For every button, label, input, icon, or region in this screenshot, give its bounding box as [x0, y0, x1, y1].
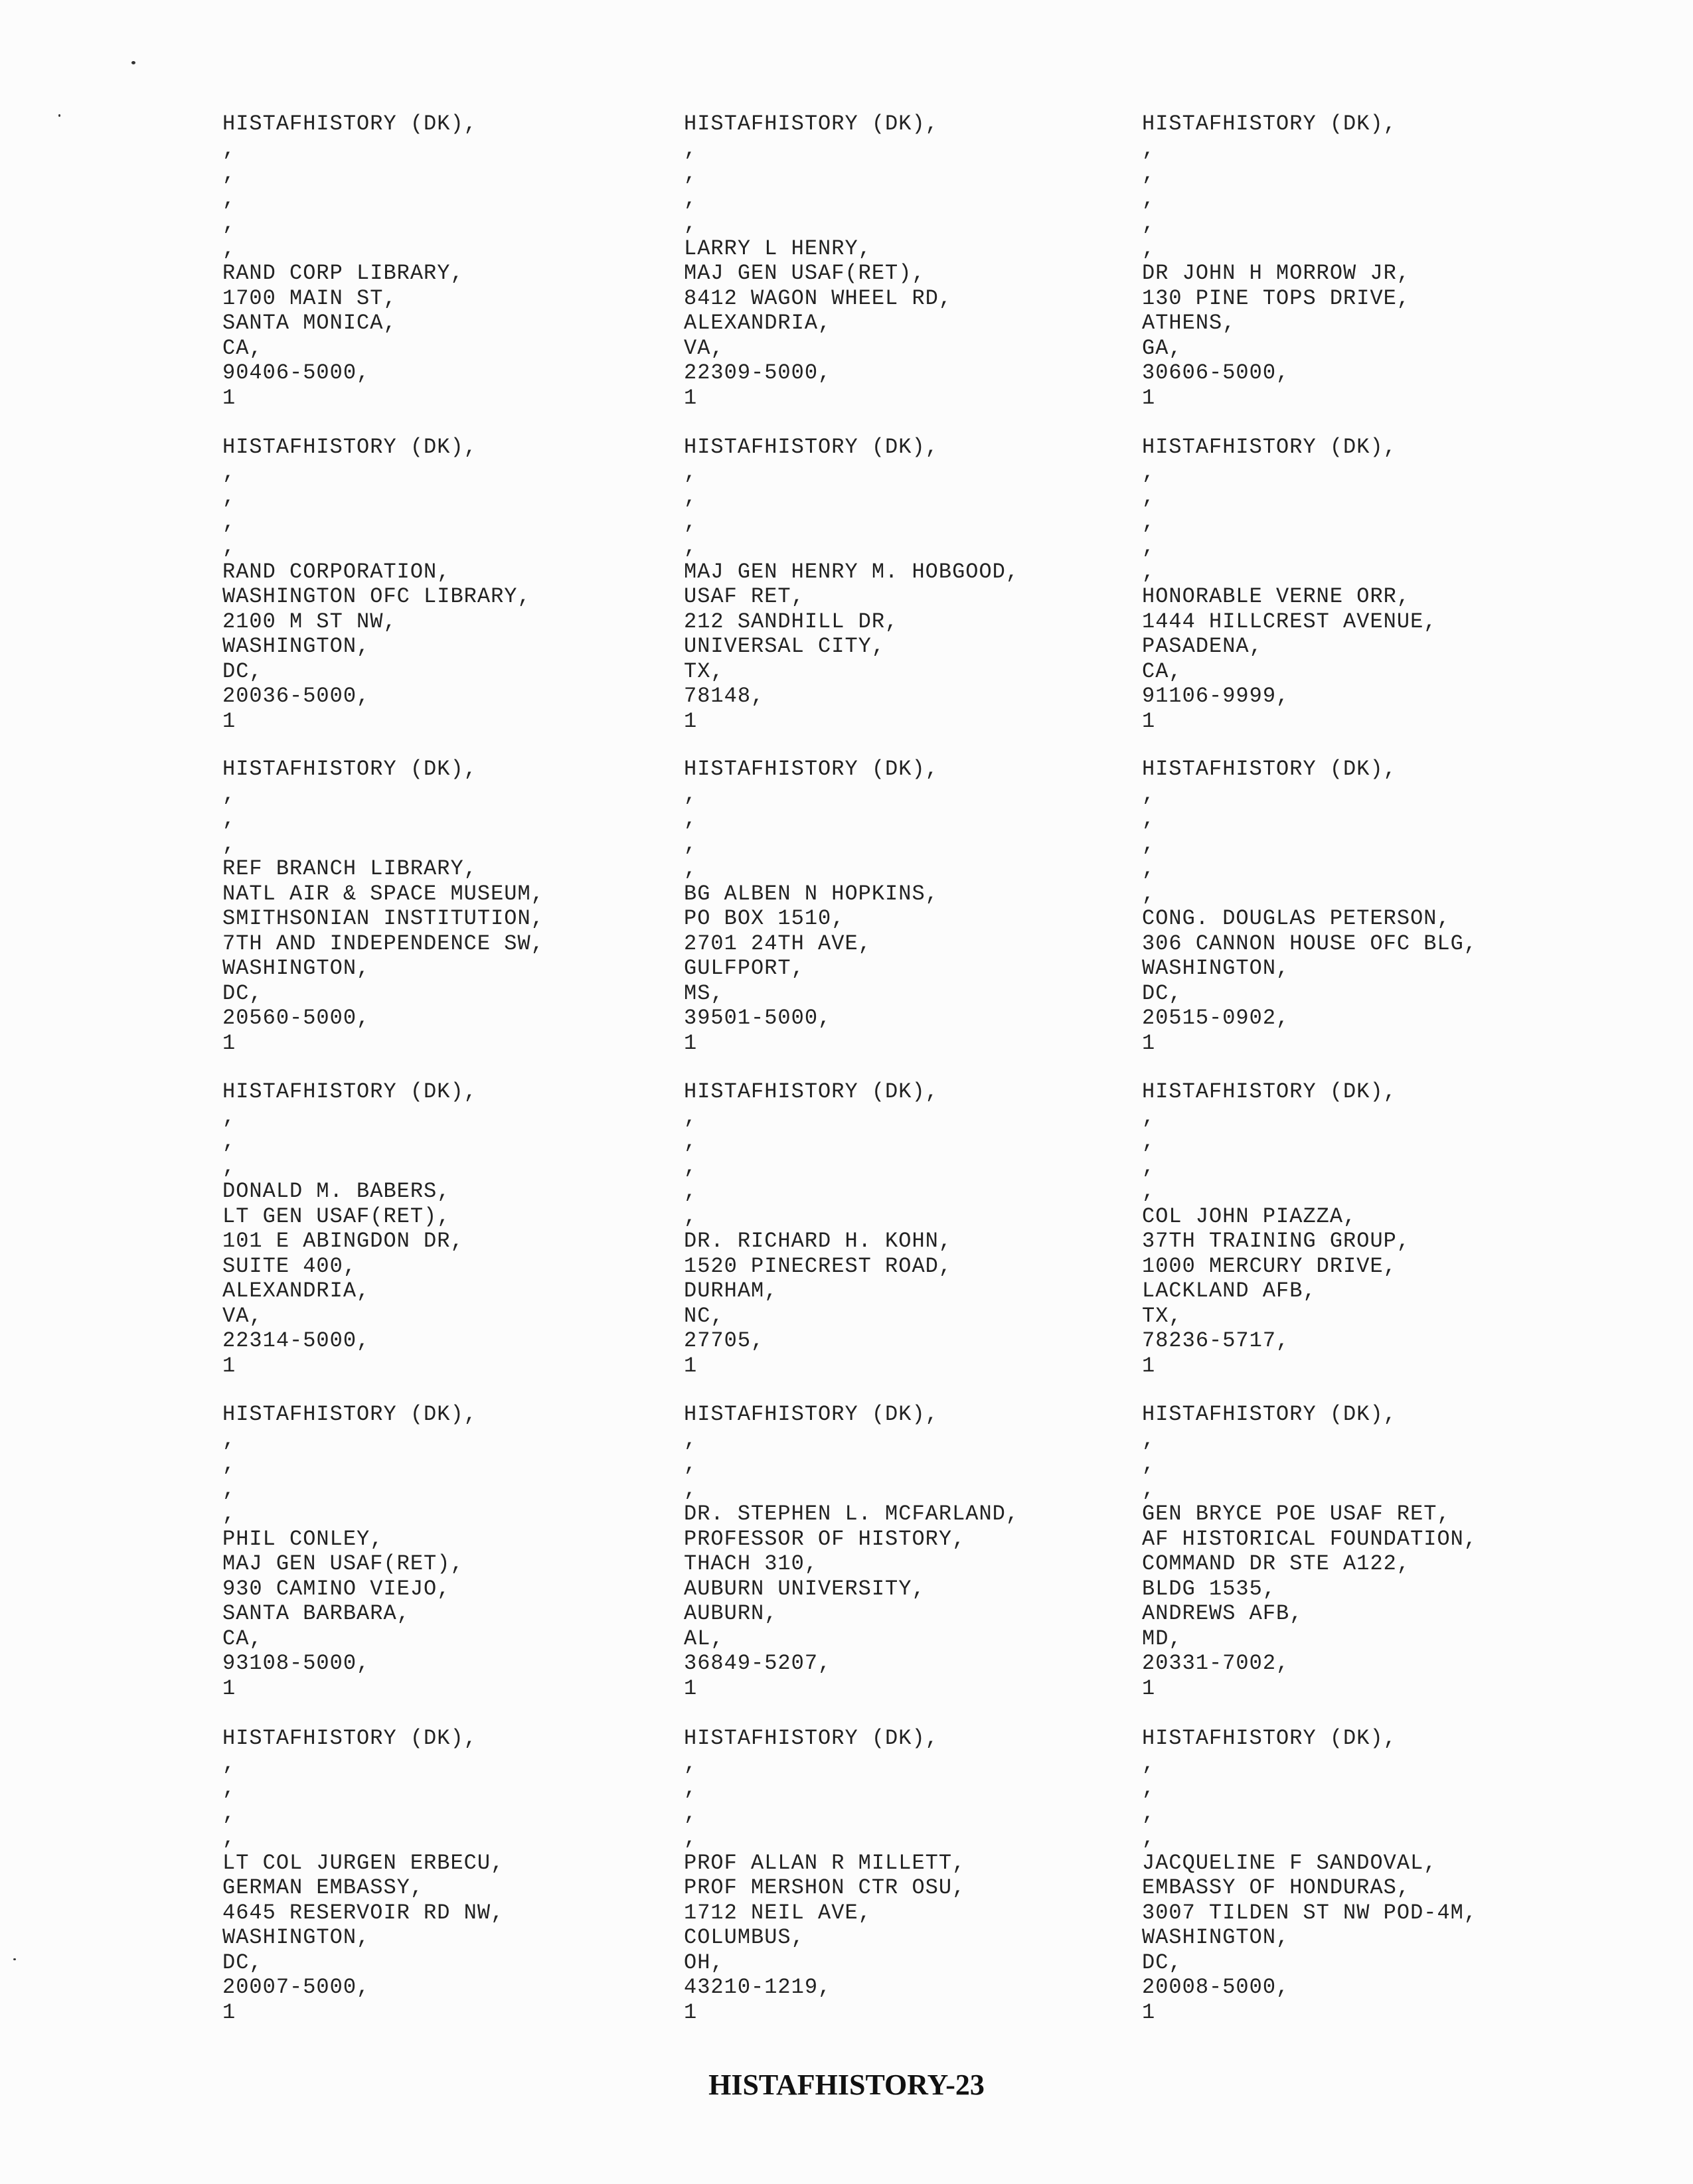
label-line: DC,	[222, 659, 263, 684]
address-label	[684, 1079, 1135, 1378]
label-line: 4645 RESERVOIR RD NW,	[222, 1900, 505, 1925]
address-label	[222, 435, 674, 734]
label-line: NATL AIR & SPACE MUSEUM,	[222, 881, 544, 906]
label-line: ,	[1142, 1129, 1156, 1154]
label-line: ,	[222, 509, 236, 534]
label-line: WASHINGTON,	[222, 634, 370, 659]
label-line: ,	[1142, 459, 1156, 485]
label-line: JACQUELINE F SANDOVAL,	[1142, 1850, 1437, 1875]
label-line: ,	[222, 1826, 236, 1850]
label-line: ,	[1142, 1776, 1156, 1800]
label-line: 130 PINE TOPS DRIVE,	[1142, 285, 1411, 311]
label-line: ,	[1142, 1476, 1156, 1502]
label-line: ALEXANDRIA,	[222, 1279, 370, 1303]
label-line: 39501-5000,	[684, 1006, 832, 1030]
label-line: DURHAM,	[684, 1279, 778, 1303]
label-line: ,	[1142, 1104, 1156, 1129]
label-line: RAND CORPORATION,	[222, 559, 451, 584]
label-line: BG ALBEN N HOPKINS,	[684, 881, 939, 906]
label-line: 20007-5000,	[222, 1975, 370, 1999]
label-line: ,	[222, 1800, 236, 1826]
label-line: ,	[222, 1751, 236, 1776]
label-line: BLDG 1535,	[1142, 1576, 1277, 1601]
label-line: ,	[222, 485, 236, 509]
label-line: 1	[1142, 708, 1156, 734]
label-line: AL,	[684, 1626, 724, 1651]
label-line: 1	[222, 1676, 236, 1701]
label-line: WASHINGTON,	[222, 1925, 370, 1950]
label-line: AF HISTORICAL FOUNDATION,	[1142, 1526, 1478, 1551]
label-line: 212 SANDHILL DR,	[684, 609, 899, 634]
label-line: 22309-5000,	[684, 360, 832, 385]
label-line: REF BRANCH LIBRARY,	[222, 856, 477, 881]
label-line: WASHINGTON,	[222, 956, 370, 980]
label-line: 1712 NEIL AVE,	[684, 1900, 872, 1925]
label-line: SUITE 400,	[222, 1253, 357, 1279]
label-line: ,	[222, 1129, 236, 1154]
label-line: ,	[222, 1502, 236, 1526]
label-line: GERMAN EMBASSY,	[222, 1875, 424, 1900]
label-line: COLUMBUS,	[684, 1925, 805, 1950]
label-line: 30606-5000,	[1142, 360, 1290, 385]
label-line: HONORABLE VERNE ORR,	[1142, 584, 1411, 609]
label-line: SANTA BARBARA,	[222, 1601, 410, 1626]
label-line: ,	[1142, 1751, 1156, 1776]
label-header-line: HISTAFHISTORY (DK),	[1142, 435, 1397, 459]
label-line: ,	[222, 1476, 236, 1502]
label-line: ,	[1142, 186, 1156, 211]
label-line: 1520 PINECREST ROAD,	[684, 1253, 953, 1279]
label-line: ,	[1142, 136, 1156, 161]
label-line: ,	[684, 1476, 698, 1502]
label-line: PROF MERSHON CTR OSU,	[684, 1875, 966, 1900]
label-line: GEN BRYCE POE USAF RET,	[1142, 1502, 1451, 1526]
label-line: ,	[222, 1452, 236, 1476]
label-line: LT GEN USAF(RET),	[222, 1204, 451, 1229]
label-line: ,	[684, 781, 698, 807]
label-line: ,	[1142, 881, 1156, 906]
label-line: 1	[1142, 1030, 1156, 1055]
label-line: GA,	[1142, 335, 1182, 360]
label-line: 8412 WAGON WHEEL RD,	[684, 285, 953, 311]
label-line: ,	[684, 1751, 698, 1776]
label-line: TX,	[1142, 1303, 1182, 1328]
label-header-line: HISTAFHISTORY (DK),	[684, 1079, 939, 1104]
label-line: COL JOHN PIAZZA,	[1142, 1204, 1357, 1229]
label-line: ,	[222, 1427, 236, 1452]
label-line: ,	[1142, 831, 1156, 856]
label-line: PROFESSOR OF HISTORY,	[684, 1526, 966, 1551]
label-line: 36849-5207,	[684, 1651, 832, 1676]
address-label	[1142, 435, 1593, 734]
label-line: ,	[684, 459, 698, 485]
label-line: AUBURN UNIVERSITY,	[684, 1576, 926, 1601]
label-line: 43210-1219,	[684, 1975, 832, 1999]
label-line: ,	[1142, 781, 1156, 807]
label-line: ,	[684, 1427, 698, 1452]
label-header-line: HISTAFHISTORY (DK),	[222, 1402, 477, 1427]
label-line: TX,	[684, 659, 724, 684]
address-label	[1142, 1402, 1593, 1701]
label-line: ,	[684, 1204, 698, 1229]
scan-speck	[58, 114, 60, 117]
label-line: ,	[684, 1776, 698, 1800]
label-line: ,	[222, 1776, 236, 1800]
label-line: ,	[684, 1104, 698, 1129]
label-line: VA,	[222, 1303, 263, 1328]
address-label	[1142, 112, 1593, 410]
label-line: 20515-0902,	[1142, 1006, 1290, 1030]
label-line: 1700 MAIN ST,	[222, 285, 397, 311]
label-line: ,	[684, 1179, 698, 1204]
label-line: ,	[1142, 161, 1156, 186]
label-line: 1	[684, 1030, 698, 1055]
label-line: NC,	[684, 1303, 724, 1328]
label-line: 1	[684, 1999, 698, 2025]
label-line: MAJ GEN USAF(RET),	[222, 1551, 464, 1576]
label-header-line: HISTAFHISTORY (DK),	[684, 112, 939, 136]
label-line: 1	[222, 708, 236, 734]
label-line: ,	[684, 831, 698, 856]
label-line: ,	[684, 807, 698, 831]
label-line: DR JOHN H MORROW JR,	[1142, 261, 1411, 285]
label-line: CA,	[222, 1626, 263, 1651]
address-label	[684, 757, 1135, 1055]
label-line: 3007 TILDEN ST NW POD-4M,	[1142, 1900, 1478, 1925]
label-line: ,	[684, 485, 698, 509]
label-line: CA,	[222, 335, 263, 360]
label-line: 7TH AND INDEPENDENCE SW,	[222, 931, 544, 956]
label-line: PROF ALLAN R MILLETT,	[684, 1850, 966, 1875]
label-line: LACKLAND AFB,	[1142, 1279, 1317, 1303]
label-line: DC,	[1142, 1950, 1182, 1975]
label-line: ,	[222, 534, 236, 559]
label-line: ,	[684, 856, 698, 881]
label-line: USAF RET,	[684, 584, 805, 609]
label-line: ,	[222, 459, 236, 485]
address-label	[1142, 1726, 1593, 2025]
label-line: PO BOX 1510,	[684, 906, 845, 931]
label-line: ,	[222, 781, 236, 807]
label-header-line: HISTAFHISTORY (DK),	[1142, 1726, 1397, 1751]
label-line: 78148,	[684, 684, 765, 708]
label-line: EMBASSY OF HONDURAS,	[1142, 1875, 1411, 1900]
label-line: WASHINGTON,	[1142, 956, 1290, 980]
address-label	[222, 757, 674, 1055]
label-line: ,	[684, 136, 698, 161]
label-line: 2701 24TH AVE,	[684, 931, 872, 956]
label-line: ,	[222, 161, 236, 186]
label-line: DC,	[222, 980, 263, 1006]
label-line: CA,	[1142, 659, 1182, 684]
label-line: 20331-7002,	[1142, 1651, 1290, 1676]
label-line: 27705,	[684, 1328, 765, 1353]
label-line: ATHENS,	[1142, 311, 1236, 335]
address-label	[222, 112, 674, 410]
label-line: MAJ GEN USAF(RET),	[684, 261, 926, 285]
scan-speck	[13, 1958, 16, 1960]
label-line: ,	[222, 1154, 236, 1179]
label-line: 2100 M ST NW,	[222, 609, 397, 634]
label-line: LT COL JURGEN ERBECU,	[222, 1850, 505, 1875]
label-line: PASADENA,	[1142, 634, 1263, 659]
label-line: AUBURN,	[684, 1601, 778, 1626]
label-line: ,	[1142, 509, 1156, 534]
label-line: 306 CANNON HOUSE OFC BLG,	[1142, 931, 1478, 956]
label-line: LARRY L HENRY,	[684, 236, 872, 261]
label-header-line: HISTAFHISTORY (DK),	[1142, 112, 1397, 136]
label-line: DONALD M. BABERS,	[222, 1179, 451, 1204]
page-footer: HISTAFHISTORY-23	[708, 2068, 985, 2101]
label-line: ,	[222, 211, 236, 236]
label-line: ,	[1142, 856, 1156, 881]
label-line: ,	[684, 534, 698, 559]
address-label	[1142, 757, 1593, 1055]
label-line: 1	[1142, 1353, 1156, 1378]
label-line: DR. STEPHEN L. MCFARLAND,	[684, 1502, 1020, 1526]
label-line: ,	[1142, 1452, 1156, 1476]
label-line: ,	[1142, 534, 1156, 559]
label-line: THACH 310,	[684, 1551, 819, 1576]
label-line: ,	[684, 1154, 698, 1179]
label-line: 1	[684, 1676, 698, 1701]
label-line: 78236-5717,	[1142, 1328, 1290, 1353]
label-line: 1	[684, 385, 698, 410]
label-line: WASHINGTON OFC LIBRARY,	[222, 584, 531, 609]
label-line: 37TH TRAINING GROUP,	[1142, 1229, 1411, 1253]
label-line: ,	[1142, 236, 1156, 261]
address-label	[684, 112, 1135, 410]
label-header-line: HISTAFHISTORY (DK),	[1142, 1079, 1397, 1104]
label-line: ,	[684, 1800, 698, 1826]
label-line: ,	[684, 1826, 698, 1850]
label-header-line: HISTAFHISTORY (DK),	[222, 112, 477, 136]
label-line: DC,	[1142, 980, 1182, 1006]
label-line: ,	[222, 186, 236, 211]
label-line: RAND CORP LIBRARY,	[222, 261, 464, 285]
label-line: ALEXANDRIA,	[684, 311, 832, 335]
label-line: OH,	[684, 1950, 724, 1975]
label-header-line: HISTAFHISTORY (DK),	[684, 1726, 939, 1751]
label-line: 1	[222, 1030, 236, 1055]
label-line: 930 CAMINO VIEJO,	[222, 1576, 451, 1601]
label-line: 1000 MERCURY DRIVE,	[1142, 1253, 1397, 1279]
label-line: ,	[222, 1104, 236, 1129]
label-line: ,	[1142, 1427, 1156, 1452]
label-line: ,	[1142, 485, 1156, 509]
label-header-line: HISTAFHISTORY (DK),	[1142, 757, 1397, 781]
label-line: ,	[222, 236, 236, 261]
label-line: 93108-5000,	[222, 1651, 370, 1676]
label-line: DC,	[222, 1950, 263, 1975]
label-line: UNIVERSAL CITY,	[684, 634, 886, 659]
label-line: 22314-5000,	[222, 1328, 370, 1353]
label-line: 1	[684, 708, 698, 734]
label-line: SMITHSONIAN INSTITUTION,	[222, 906, 544, 931]
label-line: MS,	[684, 980, 724, 1006]
label-line: ,	[222, 136, 236, 161]
label-line: 20008-5000,	[1142, 1975, 1290, 1999]
label-line: ,	[684, 1129, 698, 1154]
label-line: 1	[222, 1999, 236, 2025]
address-label	[222, 1079, 674, 1378]
label-line: 1	[1142, 1676, 1156, 1701]
label-line: 1444 HILLCREST AVENUE,	[1142, 609, 1437, 634]
label-line: 20036-5000,	[222, 684, 370, 708]
address-label	[1142, 1079, 1593, 1378]
label-line: VA,	[684, 335, 724, 360]
label-line: ,	[1142, 559, 1156, 584]
label-line: ,	[1142, 1179, 1156, 1204]
address-label	[222, 1402, 674, 1701]
label-line: ANDREWS AFB,	[1142, 1601, 1303, 1626]
address-label	[222, 1726, 674, 2025]
label-line: MAJ GEN HENRY M. HOBGOOD,	[684, 559, 1020, 584]
label-header-line: HISTAFHISTORY (DK),	[222, 757, 477, 781]
label-line: ,	[1142, 211, 1156, 236]
label-header-line: HISTAFHISTORY (DK),	[1142, 1402, 1397, 1427]
label-line: 1	[222, 1353, 236, 1378]
label-line: ,	[222, 831, 236, 856]
label-header-line: HISTAFHISTORY (DK),	[684, 1402, 939, 1427]
label-header-line: HISTAFHISTORY (DK),	[684, 757, 939, 781]
label-line: ,	[684, 1452, 698, 1476]
label-header-line: HISTAFHISTORY (DK),	[222, 1079, 477, 1104]
label-header-line: HISTAFHISTORY (DK),	[684, 435, 939, 459]
label-line: 1	[1142, 385, 1156, 410]
label-line: SANTA MONICA,	[222, 311, 397, 335]
label-line: 91106-9999,	[1142, 684, 1290, 708]
label-line: PHIL CONLEY,	[222, 1526, 384, 1551]
label-line: ,	[1142, 1826, 1156, 1850]
label-line: ,	[684, 211, 698, 236]
label-header-line: HISTAFHISTORY (DK),	[222, 435, 477, 459]
label-line: MD,	[1142, 1626, 1182, 1651]
label-line: 90406-5000,	[222, 360, 370, 385]
address-label	[684, 435, 1135, 734]
label-line: ,	[222, 807, 236, 831]
label-line: DR. RICHARD H. KOHN,	[684, 1229, 953, 1253]
label-line: ,	[684, 509, 698, 534]
label-line: 1	[684, 1353, 698, 1378]
label-line: ,	[1142, 1800, 1156, 1826]
label-line: CONG. DOUGLAS PETERSON,	[1142, 906, 1451, 931]
label-line: ,	[684, 161, 698, 186]
label-line: 1	[222, 385, 236, 410]
label-line: COMMAND DR STE A122,	[1142, 1551, 1411, 1576]
address-label	[684, 1726, 1135, 2025]
label-line: 20560-5000,	[222, 1006, 370, 1030]
label-line: ,	[684, 186, 698, 211]
label-line: ,	[1142, 1154, 1156, 1179]
address-label	[684, 1402, 1135, 1701]
scan-speck	[131, 61, 135, 64]
label-line: ,	[1142, 807, 1156, 831]
label-header-line: HISTAFHISTORY (DK),	[222, 1726, 477, 1751]
label-line: GULFPORT,	[684, 956, 805, 980]
label-line: 1	[1142, 1999, 1156, 2025]
label-line: 101 E ABINGDON DR,	[222, 1229, 464, 1253]
label-line: WASHINGTON,	[1142, 1925, 1290, 1950]
